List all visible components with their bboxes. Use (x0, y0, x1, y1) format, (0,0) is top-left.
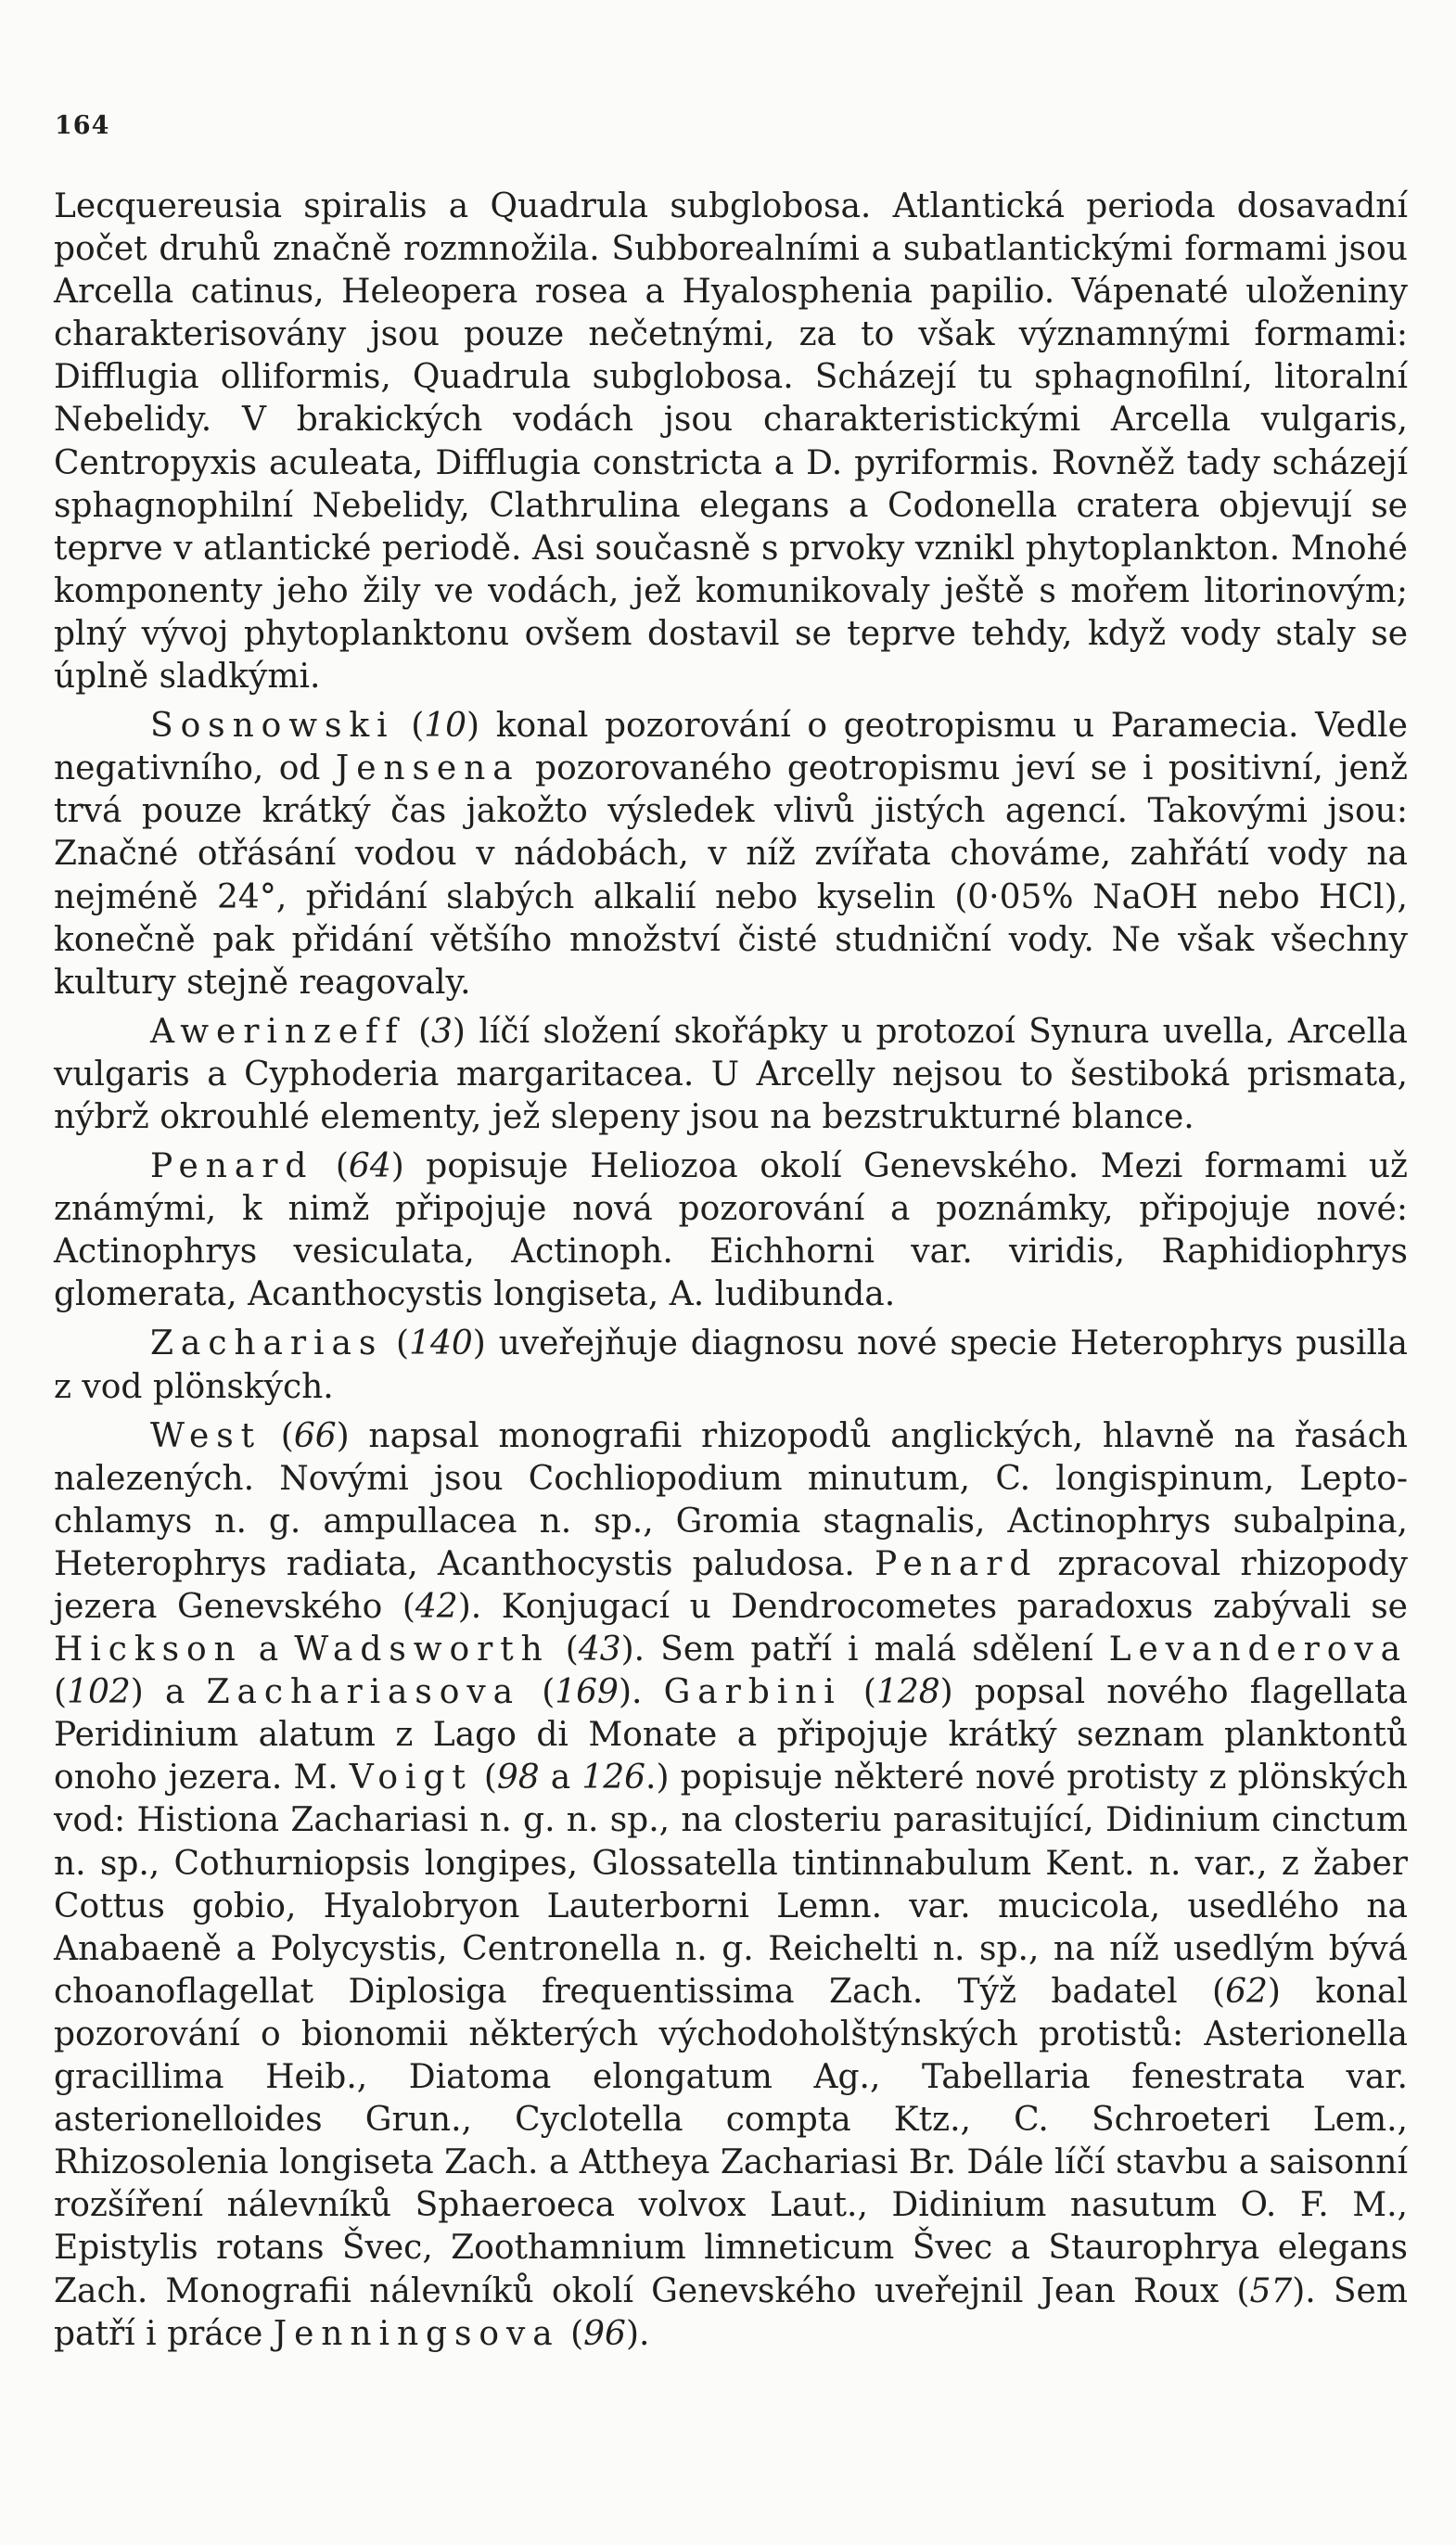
reference-number: 10 (424, 707, 467, 746)
text-run: ( (383, 1324, 410, 1363)
text-run: ). (618, 1673, 664, 1712)
paragraph (54, 1011, 1408, 1139)
reference-number: 43 (578, 1631, 621, 1669)
text-run: zpracoval rhizopody jezera Genevského ( (54, 1544, 1408, 1626)
text-run: a (539, 1758, 582, 1797)
text-run: ). Konjugací u Dendrocometes paradoxus zabývali se (457, 1588, 1408, 1626)
paragraph (54, 1323, 1408, 1408)
text-run: pozorovaného geotropismu jeví se i positivní, jenž trvá pouze krátký čas jakožto výsledek vlivů jistých agencí. Takovými jsou: Značné otřásání vodou v nádobách, v níž zvířata chováme, zahřátí vody na nejméně 24°, přidání slabých alkalií nebo kyselin (0·05% NaOH nebo HCl), konečně pak přidání většího množství čisté studniční vody. Ne však všechny kultury stejně reagovaly. (54, 749, 1408, 1002)
author-name: Levanderova (1108, 1631, 1408, 1669)
body-text (54, 185, 1408, 2362)
text-run: ( (313, 1147, 349, 1186)
text-run: ( (54, 1673, 68, 1712)
reference-number: 66 (293, 1416, 337, 1455)
text-run: ) popsal nového flagellata Peridinium alatum z Lago di Monate a připojuje krátký seznam planktontů onoho jezera. M. (54, 1673, 1408, 1797)
text-run: .) popisuje některé nové protisty z plönských vod: Histiona Zachariasi n. g. n. sp., na closteriu parasitující, Didinium cinctum n. sp., Cothurniopsis longipes, Glossatella tintinnabulum Kent. n. var., z žaber Cottus gobio, Hyalobryon Lauterborni Lemn. var. mucicola, usedlého na Anabaeně a Polycystis, Centronella n. g. Reichelti n. sp., na níž usedlým bývá choanoflagellat Diplosiga frequentissima Zach. Týž badatel ( (54, 1758, 1408, 2011)
text-run: ( (404, 1012, 432, 1051)
text-run: ) uveřejňuje diagnosu nové specie Heterophrys pusilla z vod plönských. (54, 1324, 1408, 1406)
author-name: Penard (150, 1147, 314, 1186)
text-run: ). Sem patří i práce (54, 2271, 1408, 2353)
text-run: ) líčí složení skořápky u protozoí Synura uvella, Arcella vulgaris a Cyphoderia margaritacea. U Arcelly nejsou to šestiboká prismata, nýbrž okrouhlé elementy, jež slepeny jsou na bezstrukturné blance. (54, 1012, 1408, 1136)
reference-number: 64 (348, 1147, 391, 1186)
paragraph (54, 1415, 1408, 2356)
reference-number: 3 (431, 1012, 453, 1051)
text-run: ( (520, 1673, 556, 1712)
text-run: ) konal pozorování o geotropismu u Paramecia. Vedle negativního, od (54, 707, 1408, 788)
author-name: Jenningsova (273, 2314, 560, 2353)
text-run: ) konal pozorování o bionomii některých východoholštýnských protistů: Asterionella gracillima Heib., Diatoma elongatum Ag., Tabellaria fenestrata var. asterionelloides Grun., Cyclotella compta Ktz., C. Schroeteri Lem., Rhizosolenia longiseta Zach. a Attheya Zachariasi Br. Dále líčí stavbu a saisonní rozšíření nálevníků Sphaeroeca volvox Laut., Didinium nasutum O. F. M., Epistylis rotans Švec, Zoothamnium limneticum Švec a Staurophrya elegans Zach. Monografii nálevníků okolí Genevského uveřejnil Jean Roux ( (54, 1972, 1409, 2310)
reference-number: 169 (555, 1673, 619, 1712)
text-run: ( (472, 1758, 497, 1797)
text-run: a (242, 1631, 295, 1669)
text-run: ( (841, 1673, 876, 1712)
author-name: West (150, 1416, 262, 1455)
reference-number: 140 (409, 1324, 473, 1363)
text-run: ( (559, 2314, 584, 2353)
author-name: Garbini (663, 1673, 842, 1712)
paragraph (54, 705, 1408, 1004)
author-name: Hickson (54, 1631, 243, 1669)
author-name: Penard (874, 1544, 1039, 1583)
author-name: Jensena (335, 749, 520, 788)
reference-number: 126 (581, 1758, 646, 1797)
text-run: ). Sem patří i malá sdělení (620, 1631, 1109, 1669)
text-run: ( (262, 1416, 294, 1455)
reference-number: 62 (1225, 1972, 1268, 2011)
text-run: ) napsal monografii rhizopodů anglických, hlavně na řasách nalezených. Novými jsou Cochliopodium minutum, C. longispinum, Leptochlamys n. g. ampullacea n. sp., Gromia stagnalis, Actinophrys subalpina, Heterophrys radiata, Acanthocystis paludosa. (54, 1416, 1408, 1583)
reference-number: 57 (1249, 2271, 1293, 2310)
text-run: ( (394, 707, 425, 746)
reference-number: 42 (415, 1588, 458, 1626)
author-name: Wadsworth (294, 1631, 550, 1669)
text-run: ). (625, 2314, 650, 2353)
page-number: 164 (55, 111, 110, 140)
author-name: Awerinzeff (150, 1012, 405, 1051)
text-run: ) popisuje Heliozoa okolí Genevského. Mezi formami už známými, k nimž připojuje nová pozorování a poznámky, připojuje nové: Actinophrys vesiculata, Actinoph. Eichhorni var. viridis, Raphidiophrys glomerata, Acanthocystis longiseta, A. ludibunda. (54, 1147, 1408, 1314)
text-run: ( (549, 1631, 579, 1669)
paragraph (54, 1145, 1408, 1316)
text-run: ) a (130, 1673, 207, 1712)
text-run: Lecquereusia spiralis a Quadrula subglobosa. Atlantická perioda dosavadní počet druhů značně rozmnožila. Subborealními a subatlantickými formami jsou Arcella catinus, Heleopera rosea a Hyalosphenia papilio. Vápenaté uloženiny charakterisovány jsou pouze nečetnými, za to však významnými formami: Difflugia olliformis, Quadrula subglobosa. Scházejí tu sphagnofilní, litoralní Nebelidy. V brakických vodách jsou charakteristickými Arcella vulgaris, Centropyxis aculeata, Difflugia constricta a D. pyriformis. Rovněž tady scházejí sphagnophilní Nebelidy, Clathrulina elegans a Codonella cratera objevují se teprve v atlantické periodě. Asi současně s prvoky vznikl phytoplankton. Mnohé komponenty jeho žily ve vodách, jež komunikovaly ještě s mořem litorinovým; plný vývoj phytoplanktonu ovšem dostavil se teprve tehdy, když vody staly se úplně sladkými. (54, 187, 1408, 697)
reference-number: 102 (67, 1673, 131, 1712)
author-name: Zacharias (150, 1324, 384, 1363)
paragraph (54, 185, 1408, 698)
reference-number: 98 (496, 1758, 540, 1797)
author-name: Voigt (349, 1758, 473, 1797)
reference-number: 128 (875, 1673, 940, 1712)
author-name: Zachariasova (206, 1673, 521, 1712)
reference-number: 96 (583, 2314, 626, 2353)
author-name: Sosnowski (150, 707, 395, 746)
